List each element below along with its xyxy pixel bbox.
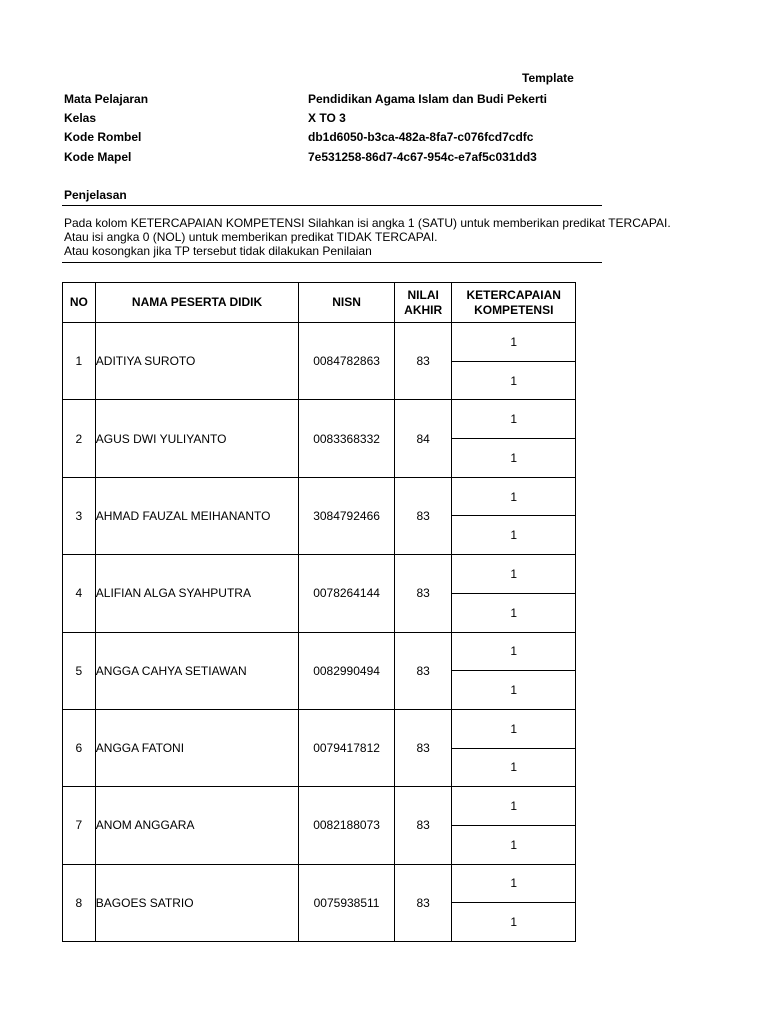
template-label: Template bbox=[522, 71, 574, 85]
header-kc-line1: KETERCAPAIAN bbox=[466, 287, 561, 302]
cell-no: 4 bbox=[63, 555, 96, 632]
table-header-row bbox=[63, 283, 576, 323]
explanation-box bbox=[62, 205, 671, 263]
cell-no: 6 bbox=[63, 709, 96, 786]
meta-label-kode-mapel: Kode Mapel bbox=[64, 150, 132, 164]
meta-value-kelas: X TO 3 bbox=[308, 111, 346, 125]
cell-nilai-akhir: 83 bbox=[394, 555, 452, 632]
cell-nilai-akhir: 83 bbox=[394, 323, 452, 400]
table-row bbox=[63, 555, 576, 594]
cell-nama: ALIFIAN ALGA SYAHPUTRA bbox=[95, 555, 299, 632]
cell-nisn: 0082188073 bbox=[299, 787, 395, 864]
cell-nisn: 0083368332 bbox=[299, 400, 395, 477]
cell-nama: ADITIYA SUROTO bbox=[95, 323, 299, 400]
cell-ketercapaian-input[interactable]: 1 bbox=[452, 748, 576, 787]
header-ketercapaian-kompetensi bbox=[452, 283, 576, 323]
header-nisn: NISN bbox=[299, 283, 395, 323]
cell-no: 8 bbox=[63, 864, 96, 941]
cell-ketercapaian-input[interactable]: 1 bbox=[452, 787, 576, 826]
cell-ketercapaian-input[interactable]: 1 bbox=[452, 632, 576, 671]
meta-value-kode-rombel: db1d6050-b3ca-482a-8fa7-c076fcd7cdfc bbox=[308, 130, 534, 144]
cell-ketercapaian-input[interactable]: 1 bbox=[452, 516, 576, 555]
cell-nama: ANGGA CAHYA SETIAWAN bbox=[95, 632, 299, 709]
cell-ketercapaian-input[interactable]: 1 bbox=[452, 400, 576, 439]
cell-ketercapaian-input[interactable]: 1 bbox=[452, 477, 576, 516]
header-nilai-line1: NILAI bbox=[407, 287, 439, 302]
cell-no: 7 bbox=[63, 787, 96, 864]
table-row bbox=[63, 787, 576, 826]
header-nilai-akhir bbox=[394, 283, 452, 323]
cell-no: 1 bbox=[63, 323, 96, 400]
cell-nisn: 0079417812 bbox=[299, 709, 395, 786]
cell-ketercapaian-input[interactable]: 1 bbox=[452, 671, 576, 710]
table-row bbox=[63, 477, 576, 516]
cell-ketercapaian-input[interactable]: 1 bbox=[452, 439, 576, 478]
cell-nilai-akhir: 84 bbox=[394, 400, 452, 477]
cell-nilai-akhir: 83 bbox=[394, 709, 452, 786]
meta-value-kode-mapel: 7e531258-86d7-4c67-954c-e7af5c031dd3 bbox=[308, 150, 537, 164]
cell-nilai-akhir: 83 bbox=[394, 864, 452, 941]
meta-label-kode-rombel: Kode Rombel bbox=[64, 130, 142, 144]
header-kc-line2: KOMPETENSI bbox=[474, 302, 554, 317]
table-row bbox=[63, 632, 576, 671]
cell-ketercapaian-input[interactable]: 1 bbox=[452, 825, 576, 864]
table-row bbox=[63, 323, 576, 362]
meta-label-kelas: Kelas bbox=[64, 111, 97, 125]
explanation-line: Atau kosongkan jika TP tersebut tidak dilakukan Penilaian bbox=[64, 244, 372, 258]
table-row bbox=[63, 864, 576, 903]
cell-ketercapaian-input[interactable]: 1 bbox=[452, 323, 576, 362]
cell-ketercapaian-input[interactable]: 1 bbox=[452, 864, 576, 903]
table-row bbox=[63, 709, 576, 748]
cell-ketercapaian-input[interactable]: 1 bbox=[452, 593, 576, 632]
cell-nilai-akhir: 83 bbox=[394, 477, 452, 554]
cell-ketercapaian-input[interactable]: 1 bbox=[452, 903, 576, 942]
cell-nama: AHMAD FAUZAL MEIHANANTO bbox=[95, 477, 299, 554]
cell-nilai-akhir: 83 bbox=[394, 632, 452, 709]
explanation-line: Pada kolom KETERCAPAIAN KOMPETENSI Silahkan isi angka 1 (SATU) untuk memberikan predikat TERCAPAI. bbox=[64, 216, 671, 230]
header-no: NO bbox=[63, 283, 96, 323]
cell-nama: ANOM ANGGARA bbox=[95, 787, 299, 864]
table-row bbox=[63, 400, 576, 439]
cell-nilai-akhir: 83 bbox=[394, 787, 452, 864]
cell-no: 2 bbox=[63, 400, 96, 477]
cell-nama: AGUS DWI YULIYANTO bbox=[95, 400, 299, 477]
cell-nisn: 0078264144 bbox=[299, 555, 395, 632]
cell-no: 5 bbox=[63, 632, 96, 709]
header-nama-peserta-didik: NAMA PESERTA DIDIK bbox=[95, 283, 299, 323]
cell-no: 3 bbox=[63, 477, 96, 554]
cell-nama: ANGGA FATONI bbox=[95, 709, 299, 786]
explanation-line: Atau isi angka 0 (NOL) untuk memberikan predikat TIDAK TERCAPAI. bbox=[64, 230, 438, 244]
cell-nisn: 0075938511 bbox=[299, 864, 395, 941]
explanation-title: Penjelasan bbox=[64, 188, 127, 202]
cell-nama: BAGOES SATRIO bbox=[95, 864, 299, 941]
meta-value-mata-pelajaran: Pendidikan Agama Islam dan Budi Pekerti bbox=[308, 92, 547, 106]
cell-nisn: 3084792466 bbox=[299, 477, 395, 554]
cell-nisn: 0082990494 bbox=[299, 632, 395, 709]
cell-ketercapaian-input[interactable]: 1 bbox=[452, 709, 576, 748]
cell-ketercapaian-input[interactable]: 1 bbox=[452, 361, 576, 400]
cell-ketercapaian-input[interactable]: 1 bbox=[452, 555, 576, 594]
meta-label-mata-pelajaran: Mata Pelajaran bbox=[64, 92, 149, 106]
cell-nisn: 0084782863 bbox=[299, 323, 395, 400]
grades-table bbox=[62, 282, 576, 942]
header-nilai-line2: AKHIR bbox=[404, 302, 443, 317]
